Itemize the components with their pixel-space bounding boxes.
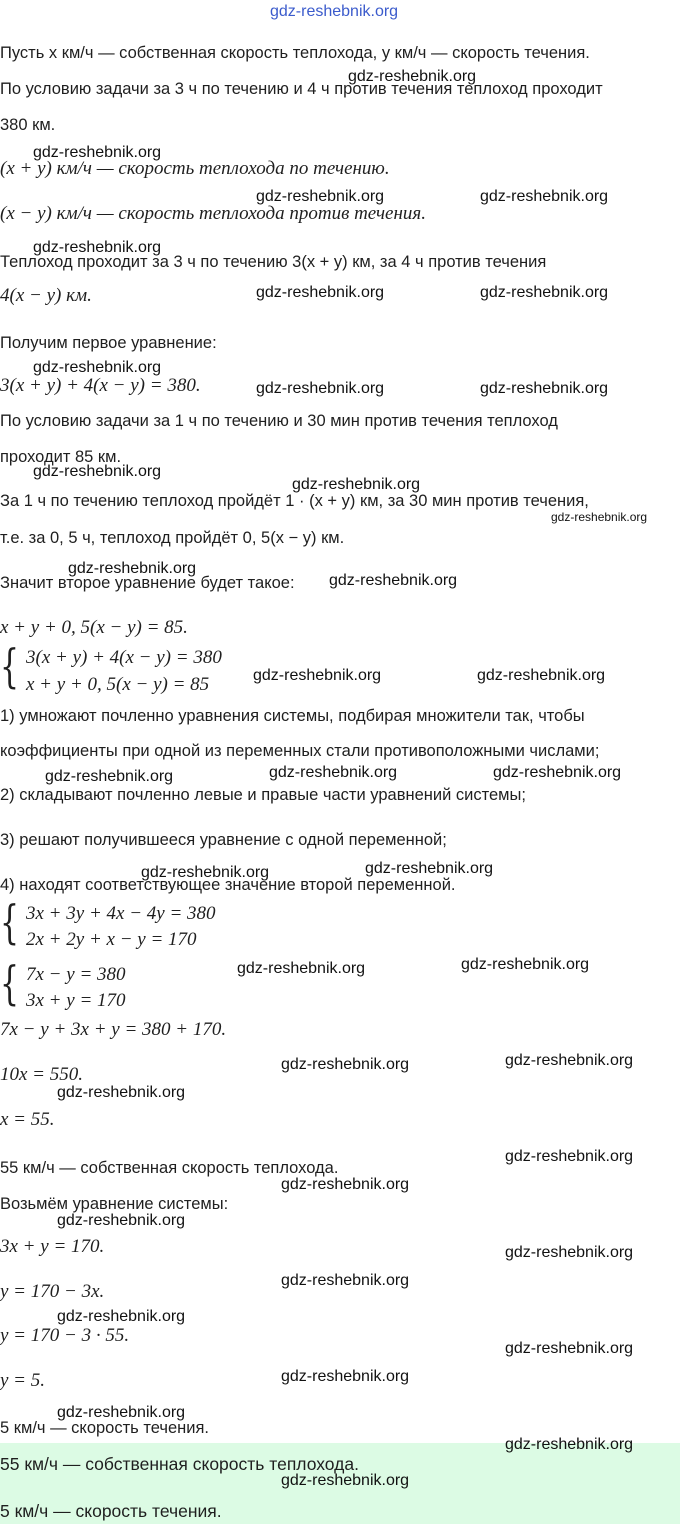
watermark: gdz-reshebnik.org (480, 188, 609, 205)
text-line: 4) находят соответствующее значение второй переменной. (0, 876, 456, 894)
brace: { (0, 956, 20, 1010)
watermark-link[interactable]: gdz-reshebnik.org (270, 3, 399, 20)
watermark: gdz-reshebnik.org (256, 188, 385, 205)
text-line: т.е. за 0, 5 ч, теплоход пройдёт 0, 5(x − y) км. (0, 529, 345, 547)
watermark: gdz-reshebnik.org (237, 960, 366, 977)
watermark: gdz-reshebnik.org (68, 560, 197, 577)
watermark: gdz-reshebnik.org (33, 463, 162, 480)
watermark: gdz-reshebnik.org (256, 380, 385, 397)
watermark: gdz-reshebnik.org (33, 359, 162, 376)
equation: 3x + 3y + 4x − 4y = 380 (26, 903, 216, 924)
text-line: Получим первое уравнение: (0, 334, 217, 352)
text-line: Возьмём уравнение системы: (0, 1195, 229, 1213)
watermark: gdz-reshebnik.org (477, 667, 606, 684)
watermark: gdz-reshebnik.org (57, 1084, 186, 1101)
watermark: gdz-reshebnik.org (292, 476, 421, 493)
text-line: 2) складывают почленно левые и правые части уравнений системы; (0, 786, 526, 804)
equation: 3(x + y) + 4(x − y) = 380 (26, 647, 222, 668)
watermark: gdz-reshebnik.org (365, 860, 494, 877)
watermark: gdz-reshebnik.org (551, 510, 648, 524)
equation: 10x = 550. (0, 1064, 84, 1085)
equation: 3(x + y) + 4(x − y) = 380. (0, 375, 201, 396)
watermark: gdz-reshebnik.org (256, 284, 385, 301)
watermark: gdz-reshebnik.org (33, 144, 162, 161)
text-line: 3) решают получившееся уравнение с одной переменной; (0, 831, 447, 849)
text-line: По условию задачи за 1 ч по течению и 30 мин против течения теплоход (0, 412, 558, 430)
watermark: gdz-reshebnik.org (480, 380, 609, 397)
equation: 3x + y = 170. (0, 1236, 105, 1257)
text-line: коэффициенты при одной из переменных стали противоположными числами; (0, 742, 600, 760)
text-line: По условию задачи за 3 ч по течению и 4 ч против течения теплоход проходит (0, 80, 603, 98)
brace: { (0, 895, 20, 949)
watermark: gdz-reshebnik.org (493, 764, 622, 781)
watermark: gdz-reshebnik.org (505, 1244, 634, 1261)
text-line: Теплоход проходит за 3 ч по течению 3(x + y) км, за 4 ч против течения (0, 253, 547, 271)
watermark: gdz-reshebnik.org (329, 572, 458, 589)
text-line: Пусть x км/ч — собственная скорость теплохода, y км/ч — скорость течения. (0, 44, 590, 62)
watermark: gdz-reshebnik.org (281, 1056, 410, 1073)
watermark: gdz-reshebnik.org (348, 68, 477, 85)
watermark: gdz-reshebnik.org (57, 1212, 186, 1229)
watermark: gdz-reshebnik.org (57, 1404, 186, 1421)
equation: x + y + 0, 5(x − y) = 85. (0, 617, 188, 638)
watermark: gdz-reshebnik.org (57, 1308, 186, 1325)
watermark: gdz-reshebnik.org (480, 284, 609, 301)
equation: 3x + y = 170 (26, 990, 126, 1011)
watermark: gdz-reshebnik.org (33, 239, 162, 256)
watermark: gdz-reshebnik.org (505, 1052, 634, 1069)
text-line: Значит второе уравнение будет такое: (0, 574, 295, 592)
text-line: 1) умножают почленно уравнения системы, подбирая множители так, чтобы (0, 707, 585, 725)
brace: { (0, 639, 20, 693)
watermark: gdz-reshebnik.org (253, 667, 382, 684)
watermark: gdz-reshebnik.org (461, 956, 590, 973)
watermark: gdz-reshebnik.org (269, 764, 398, 781)
watermark: gdz-reshebnik.org (281, 1272, 410, 1289)
text-line: (x − y) км/ч — скорость теплохода против течения. (0, 203, 426, 224)
text-line: проходит 85 км. (0, 448, 122, 466)
equation: 7x − y + 3x + y = 380 + 170. (0, 1019, 227, 1040)
text-line: (x + y) км/ч — скорость теплохода по течению. (0, 158, 390, 179)
watermark: gdz-reshebnik.org (281, 1472, 410, 1489)
watermark: gdz-reshebnik.org (505, 1340, 634, 1357)
watermark: gdz-reshebnik.org (505, 1148, 634, 1165)
text-line: 55 км/ч — собственная скорость теплохода. (0, 1159, 339, 1177)
watermark: gdz-reshebnik.org (281, 1176, 410, 1193)
equation: 2x + 2y + x − y = 170 (26, 929, 197, 950)
watermark: gdz-reshebnik.org (505, 1436, 634, 1453)
answer-line: 55 км/ч — собственная скорость теплохода. (0, 1454, 359, 1474)
equation: x + y + 0, 5(x − y) = 85 (26, 674, 210, 695)
watermark: gdz-reshebnik.org (141, 864, 270, 881)
watermark: gdz-reshebnik.org (281, 1368, 410, 1385)
watermark: gdz-reshebnik.org (45, 768, 174, 785)
text-line: За 1 ч по течению теплоход пройдёт 1 · (x + y) км, за 30 мин против течения, (0, 492, 589, 510)
equation: y = 170 − 3x. (0, 1281, 105, 1302)
answer-line: 5 км/ч — скорость течения. (0, 1501, 222, 1521)
equation: 7x − y = 380 (26, 964, 126, 985)
equation: y = 5. (0, 1370, 46, 1391)
text-line: 4(x − y) км. (0, 285, 92, 306)
text-line: 380 км. (0, 116, 56, 134)
equation: y = 170 − 3 · 55. (0, 1325, 130, 1346)
equation: x = 55. (0, 1109, 55, 1130)
text-line: 5 км/ч — скорость течения. (0, 1419, 209, 1437)
